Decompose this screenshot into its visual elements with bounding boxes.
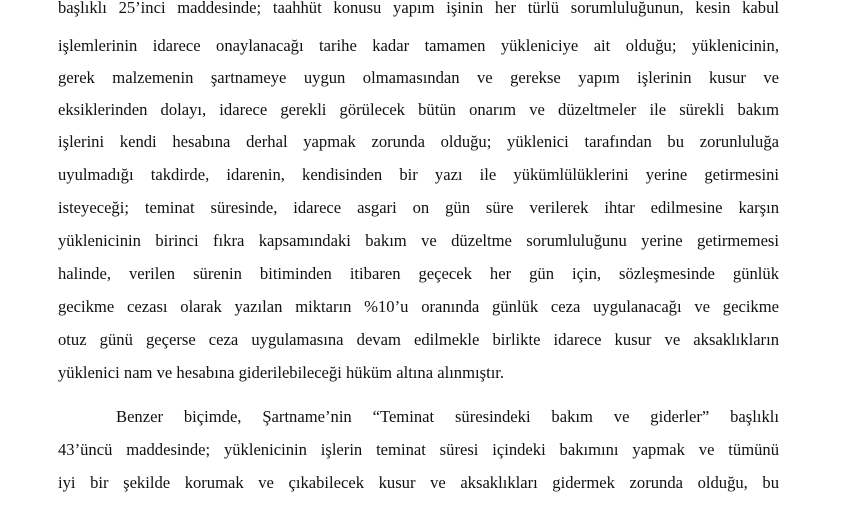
- paragraph-1-line-12: yüklenici nam ve hesabına giderilebileceği hüküm altına alınmıştır.: [58, 363, 505, 382]
- paragraph-1-line-11: otuz günü geçerse ceza uygulamasına devam edilmekle birlikte idarece kusur ve aksaklıkların: [58, 330, 779, 349]
- paragraph-1-line-3: gerek malzemenin şartnameye uygun olmamasından ve gerekse yapım işlerinin kusur ve: [58, 68, 779, 87]
- paragraph-1-line-1: başlıklı 25’inci maddesinde; taahhüt konusu yapım işinin her türlü sorumluluğunun, kesin kabul: [58, 0, 779, 17]
- paragraph-1-line-10: gecikme cezası olarak yazılan miktarın %10’u oranında günlük ceza uygulanacağı ve gecikme: [58, 297, 779, 316]
- paragraph-1-line-4: eksiklerinden dolayı, idarece gerekli görülecek bütün onarım ve düzeltmeler ile sürekli bakım: [58, 100, 779, 119]
- paragraph-1-line-5: işlerini kendi hesabına derhal yapmak zorunda olduğu; yüklenici tarafından bu zorunluluğa: [58, 132, 779, 151]
- paragraph-1-line-7: isteyeceği; teminat süresinde, idarece asgari on gün süre verilerek ihtar edilmesine karşın: [58, 198, 779, 217]
- paragraph-1-line-9: halinde, verilen sürenin bitiminden itibaren geçecek her gün için, sözleşmesinde günlük: [58, 264, 779, 283]
- paragraph-1-line-2: işlemlerinin idarece onaylanacağı tarihe kadar tamamen yükleniciye ait olduğu; yüklenicinin,: [58, 36, 779, 55]
- paragraph-1-line-6: uyulmadığı takdirde, idarenin, kendisinden bir yazı ile yükümlülüklerini yerine getirmesini: [58, 165, 779, 184]
- paragraph-1-line-8: yüklenicinin birinci fıkra kapsamındaki bakım ve düzeltme sorumluluğunu yerine getirmemesi: [58, 231, 779, 250]
- paragraph-2-line-1: Benzer biçimde, Şartname’nin “Teminat süresindeki bakım ve giderler” başlıklı: [116, 407, 779, 426]
- paragraph-2-line-2: 43’üncü maddesinde; yüklenicinin işlerin teminat süresi içindeki bakımını yapmak ve tümünü: [58, 440, 779, 459]
- paragraph-2-line-3: iyi bir şekilde korumak ve çıkabilecek kusur ve aksaklıkları gidermek zorunda olduğu, bu: [58, 473, 779, 492]
